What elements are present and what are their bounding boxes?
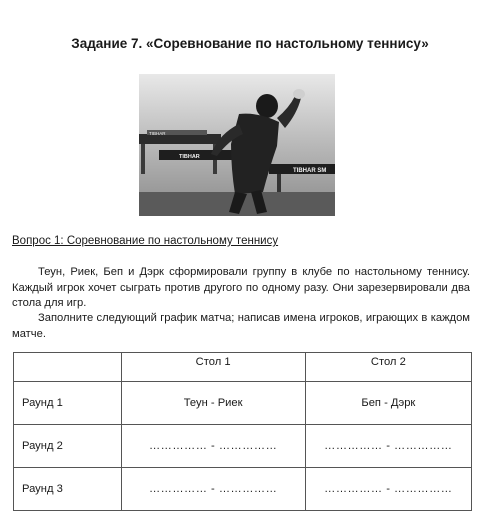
task-title: Задание 7. «Соревнование по настольному теннису»: [71, 36, 429, 51]
table-header-row: [14, 353, 472, 382]
round-1-table-1-match: Теун - Риек: [121, 382, 305, 425]
round-2-table-1-blank[interactable]: …………… - ……………: [121, 425, 305, 468]
table-tennis-photo: [139, 74, 335, 216]
round-label: Раунд 2: [14, 425, 122, 468]
match-schedule-table: [13, 352, 472, 511]
round-1-table-2-match: Беп - Дэрк: [305, 382, 471, 425]
banner-text-3: [293, 168, 326, 174]
svg-text:TIBHAR: TIBHAR: [149, 131, 166, 136]
round-label: Раунд 3: [14, 468, 122, 511]
table-row: [14, 468, 472, 511]
round-3-table-1-blank[interactable]: …………… - ……………: [121, 468, 305, 511]
round-3-table-2-blank[interactable]: …………… - ……………: [305, 468, 471, 511]
question-heading: Вопрос 1: Соревнование по настольному теннису: [12, 235, 279, 247]
header-empty-cell: [14, 353, 122, 382]
svg-text:TIBHAR SM: TIBHAR SM: [293, 168, 327, 174]
svg-text:TIBHAR: TIBHAR: [179, 154, 200, 160]
round-label: Раунд 1: [14, 382, 122, 425]
task-paragraph-2: Заполните следующий график матча; написав имена игроков, играющих в каждом матче.: [12, 312, 470, 340]
banner-text-2: [179, 154, 200, 160]
header-table-1: Стол 1: [121, 353, 305, 382]
table-row: [14, 425, 472, 468]
task-paragraph-1: Теун, Риек, Беп и Дэрк сформировали группу в клубе по настольному теннису. Каждый игрок хочет сыграть против другого по одному разу. Они зарезервировали два стола для игр.: [12, 266, 470, 309]
table-row: [14, 382, 472, 425]
banner-text-1: [149, 131, 166, 136]
header-table-2: Стол 2: [305, 353, 471, 382]
round-2-table-2-blank[interactable]: …………… - ……………: [305, 425, 471, 468]
